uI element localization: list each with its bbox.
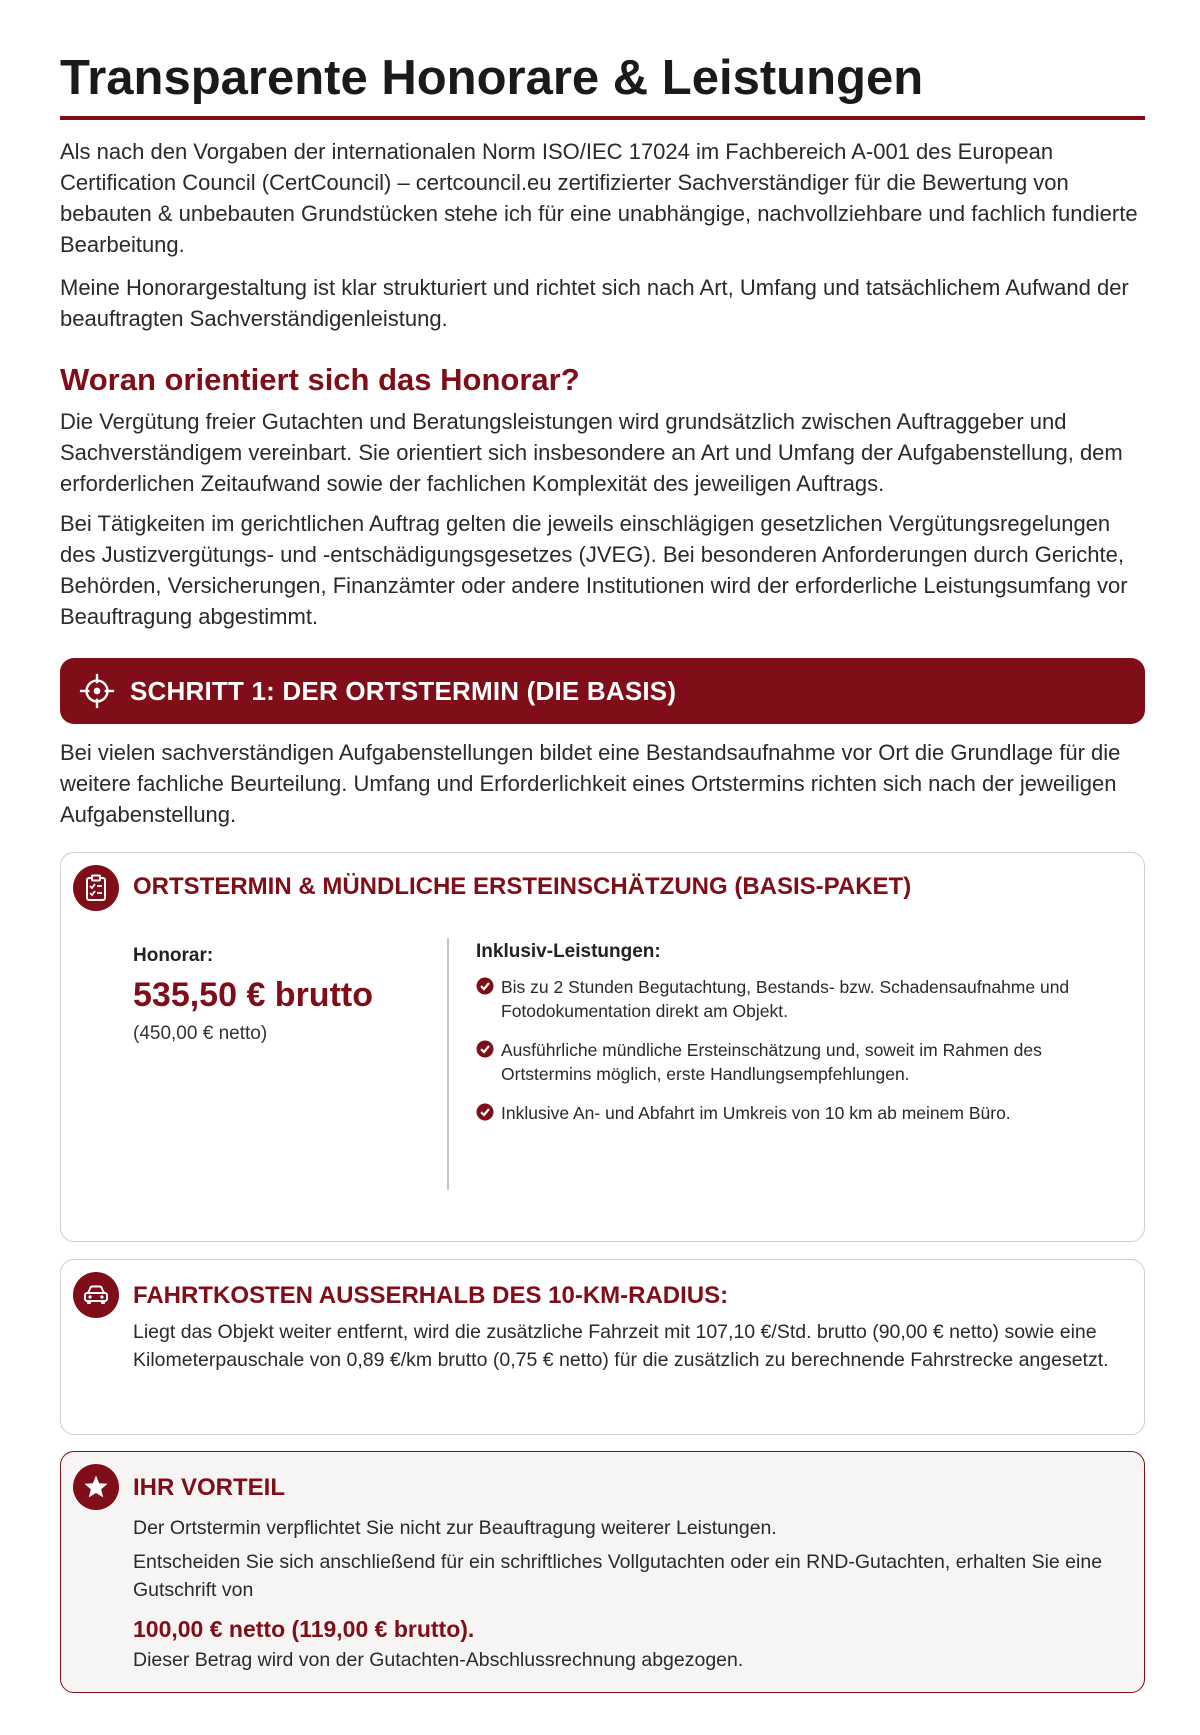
step-1-text: Bei vielen sachverständigen Aufgabenstellungen bildet eine Bestandsaufnahme vor Ort die Grundlage für die weitere fachliche Beurteilung. Umfang und Erforderlichkeit eines Ortstermins richten sich nach der jeweiligen Aufgabenstellung. bbox=[60, 740, 1121, 827]
check-circle-icon bbox=[476, 1103, 494, 1121]
list-item bbox=[476, 1101, 1126, 1125]
travel-costs-card bbox=[60, 1259, 1145, 1435]
column-divider bbox=[447, 938, 449, 1190]
includes-item-text: Inklusive An- und Abfahrt im Umkreis von 10 km ab meinem Büro. bbox=[501, 1103, 1011, 1123]
step-1-banner-label: SCHRITT 1: DER ORTSTERMIN (DIE BASIS) bbox=[130, 675, 677, 706]
car-icon bbox=[73, 1272, 119, 1318]
page-title: Transparente Honorare & Leistungen bbox=[60, 48, 1145, 120]
advantage-line-2: Entscheiden Sie sich anschließend für ein schriftliches Vollgutachten oder ein RND-Gutachten, erhalten Sie eine Gutschrift von bbox=[133, 1551, 1103, 1601]
includes-title: Inklusiv-Leistungen: bbox=[476, 941, 661, 962]
list-item bbox=[476, 975, 1126, 1023]
section-paragraph-1: Die Vergütung freier Gutachten und Beratungsleistungen wird grundsätzlich zwischen Auftraggeber und Sachverständigem vereinbart. Sie orientiert sich insbesondere an Art und Umfang der Aufgabenstellung, dem erforderlichen Zeitaufwand sowie der fachlichen Komplexität des jeweiligen Auftrags. bbox=[60, 409, 1123, 496]
crosshair-icon bbox=[78, 672, 116, 710]
basis-package-title: ORTSTERMIN & MÜNDLICHE ERSTEINSCHÄTZUNG (BASIS-PAKET) bbox=[133, 873, 912, 900]
advantage-line-1: Der Ortstermin verpflichtet Sie nicht zur Beauftragung weiterer Leistungen. bbox=[133, 1517, 777, 1539]
section-heading: Woran orientiert sich das Honorar? bbox=[60, 362, 580, 397]
advantage-body bbox=[133, 1514, 1133, 1674]
includes-item-text: Ausführliche mündliche Ersteinschätzung und, soweit im Rahmen des Ortstermins möglich, erste Handlungsempfehlungen. bbox=[501, 1040, 1042, 1084]
fee-net: (450,00 € netto) bbox=[133, 1023, 268, 1044]
advantage-line-3: Dieser Betrag wird von der Gutachten-Abschlussrechnung abgezogen. bbox=[133, 1649, 744, 1671]
fee-label: Honorar: bbox=[133, 945, 214, 966]
clipboard-check-icon bbox=[73, 865, 119, 911]
travel-costs-title: FAHRTKOSTEN AUSSERHALB DES 10-KM-RADIUS: bbox=[133, 1282, 729, 1309]
fee-price: 535,50 € brutto bbox=[133, 976, 373, 1014]
basis-package-card bbox=[60, 852, 1145, 1242]
includes-column bbox=[476, 941, 1126, 1140]
advantage-credit-amount: 100,00 € netto (119,00 € brutto). bbox=[133, 1616, 475, 1642]
fee-column bbox=[133, 945, 433, 1045]
check-circle-icon bbox=[476, 977, 494, 995]
list-item bbox=[476, 1038, 1126, 1086]
page bbox=[60, 48, 1145, 1693]
star-icon bbox=[73, 1464, 119, 1510]
intro-paragraph-1: Als nach den Vorgaben der internationalen Norm ISO/IEC 17024 im Fachbereich A-001 des European Certification Council (CertCouncil) – certcouncil.eu zertifizierter Sachverständiger für die Bewertung von bebauten & unbebauten Grundstücken stehe ich für eine unabhängige, nachvollziehbare und fachlich fundierte Bearbeitung. bbox=[60, 139, 1138, 257]
check-circle-icon bbox=[476, 1040, 494, 1058]
section-paragraph-2: Bei Tätigkeiten im gerichtlichen Auftrag gelten die jeweils einschlägigen gesetzlichen Vergütungsregelungen des Justizvergütungs- und -entschädigungsgesetzes (JVEG). Bei besonderen Anforderungen durch Gerichte, Behörden, Versicherungen, Finanzämter oder andere Institutionen wird der erforderliche Leistungsumfang vor Beauftragung abgestimmt. bbox=[60, 511, 1128, 629]
travel-costs-text: Liegt das Objekt weiter entfernt, wird die zusätzliche Fahrzeit mit 107,10 €/Std. brutto (90,00 € netto) sowie eine Kilometerpauschale von 0,89 €/km brutto (0,75 € netto) für die zusätzlich zu berechnende Fahrstrecke angesetzt. bbox=[133, 1321, 1109, 1371]
intro-paragraph-2: Meine Honorargestaltung ist klar strukturiert und richtet sich nach Art, Umfang und tatsächlichem Aufwand der beauftragten Sachverständigenleistung. bbox=[60, 275, 1129, 331]
step-1-banner bbox=[60, 658, 1145, 724]
includes-item-text: Bis zu 2 Stunden Begutachtung, Bestands- bzw. Schadensaufnahme und Fotodokumentation direkt am Objekt. bbox=[501, 977, 1070, 1021]
advantage-card bbox=[60, 1451, 1145, 1693]
advantage-title: IHR VORTEIL bbox=[133, 1474, 286, 1501]
